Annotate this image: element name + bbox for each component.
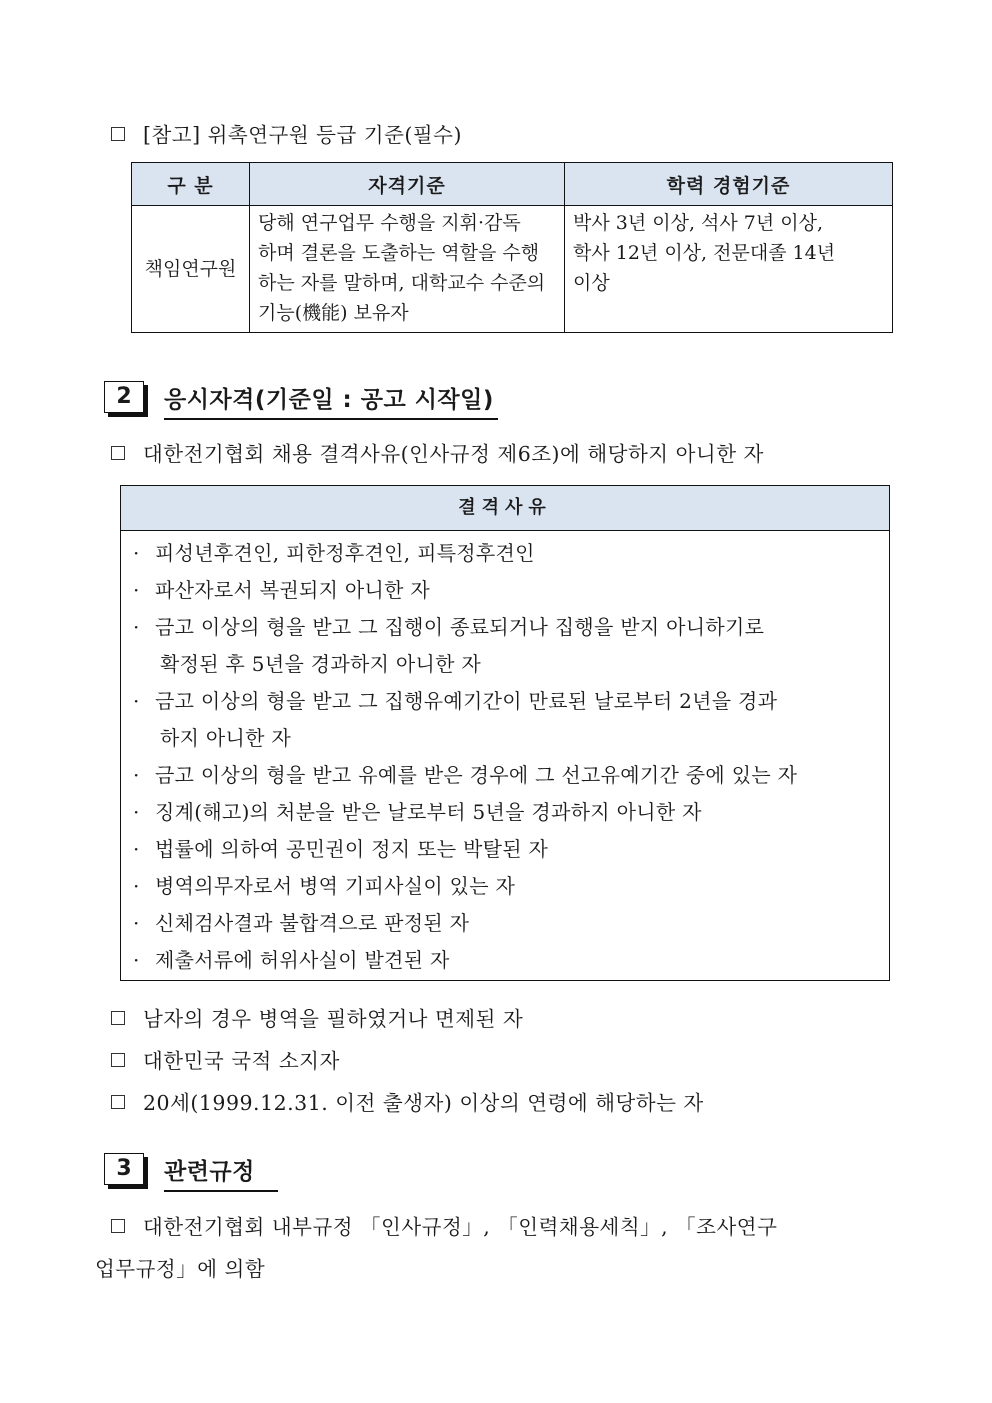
table-header-row [132,163,893,206]
qualification-cell [250,206,565,333]
section-number-badge: 2 [104,381,144,413]
header-category: 구 분 [132,163,250,206]
qualification-line: 기능(機能) 보유자 [258,302,409,324]
eligibility-intro-text: 대한전기협회 채용 결격사유(인사규정 제6조)에 해당하지 아니한 자 [143,442,764,466]
checkbox-bullet-icon [111,1053,125,1067]
reference-heading-text: [참고] 위촉연구원 등급 기준(필수) [143,123,462,147]
disqualification-list [121,531,889,979]
experience-line: 이상 [573,272,610,294]
list-item: · 병역의무자로서 병역 기피사실이 있는 자 [133,874,516,898]
grade-criteria-table [131,162,893,333]
disqualification-header: 결격사유 [121,486,889,531]
list-item: · 신체검사결과 불합격으로 판정된 자 [133,911,470,935]
checkbox-bullet-icon [111,127,125,141]
checkbox-bullet-icon [111,1095,125,1109]
checkbox-bullet-icon [111,446,125,460]
eligibility-item: 20세(1999.12.31. 이전 출생자) 이상의 연령에 해당하는 자 [111,1086,704,1116]
checkbox-bullet-icon [111,1011,125,1025]
list-item: · 징계(해고)의 처분을 받은 날로부터 5년을 경과하지 아니한 자 [133,800,702,824]
section-number-badge: 3 [104,1153,144,1185]
eligibility-item: 대한민국 국적 소지자 [111,1044,340,1074]
list-item-continuation: 확정된 후 5년을 경과하지 아니한 자 [160,652,481,676]
header-qualification: 자격기준 [250,163,565,206]
table-row [132,206,893,333]
qualification-line: 하는 자를 말하며, 대학교수 수준의 [258,272,546,294]
regulation-text-continuation: 업무규정」에 의함 [95,1257,266,1281]
checkbox-bullet-icon [111,1219,125,1233]
experience-line: 박사 3년 이상, 석사 7년 이상, [573,212,823,234]
list-item: · 피성년후견인, 피한정후견인, 피특정후견인 [133,541,535,565]
section-title: 응시자격(기준일 : 공고 시작일) [164,381,498,420]
list-item-continuation: 하지 아니한 자 [160,726,292,750]
header-education-experience: 학력 경험기준 [565,163,893,206]
reference-heading [111,118,462,148]
eligibility-item: 남자의 경우 병역을 필하였거나 면제된 자 [111,1002,523,1032]
qualification-line: 하며 결론을 도출하는 역할을 수행 [258,242,540,264]
regulation-text: 대한전기협회 내부규정 「인사규정」, 「인력채용세칙」, 「조사연구 [111,1210,777,1240]
list-item: · 금고 이상의 형을 받고 그 집행이 종료되거나 집행을 받지 아니하기로 [133,615,765,639]
list-item: · 파산자로서 복권되지 아니한 자 [133,578,431,602]
qualification-line: 당해 연구업무 수행을 지휘·감독 [258,212,521,234]
eligibility-intro [111,437,764,467]
disqualification-box [120,485,890,981]
experience-cell [565,206,893,333]
list-item: · 제출서류에 허위사실이 발견된 자 [133,948,450,972]
list-item: · 금고 이상의 형을 받고 그 집행유예기간이 만료된 날로부터 2년을 경과 [133,689,778,713]
grade-cell: 책임연구원 [132,206,250,333]
list-item: · 금고 이상의 형을 받고 유예를 받은 경우에 그 선고유예기간 중에 있는 자 [133,763,798,787]
experience-line: 학사 12년 이상, 전문대졸 14년 [573,242,836,264]
section-title: 관련규정 [164,1153,278,1192]
list-item: · 법률에 의하여 공민권이 정지 또는 박탈된 자 [133,837,549,861]
